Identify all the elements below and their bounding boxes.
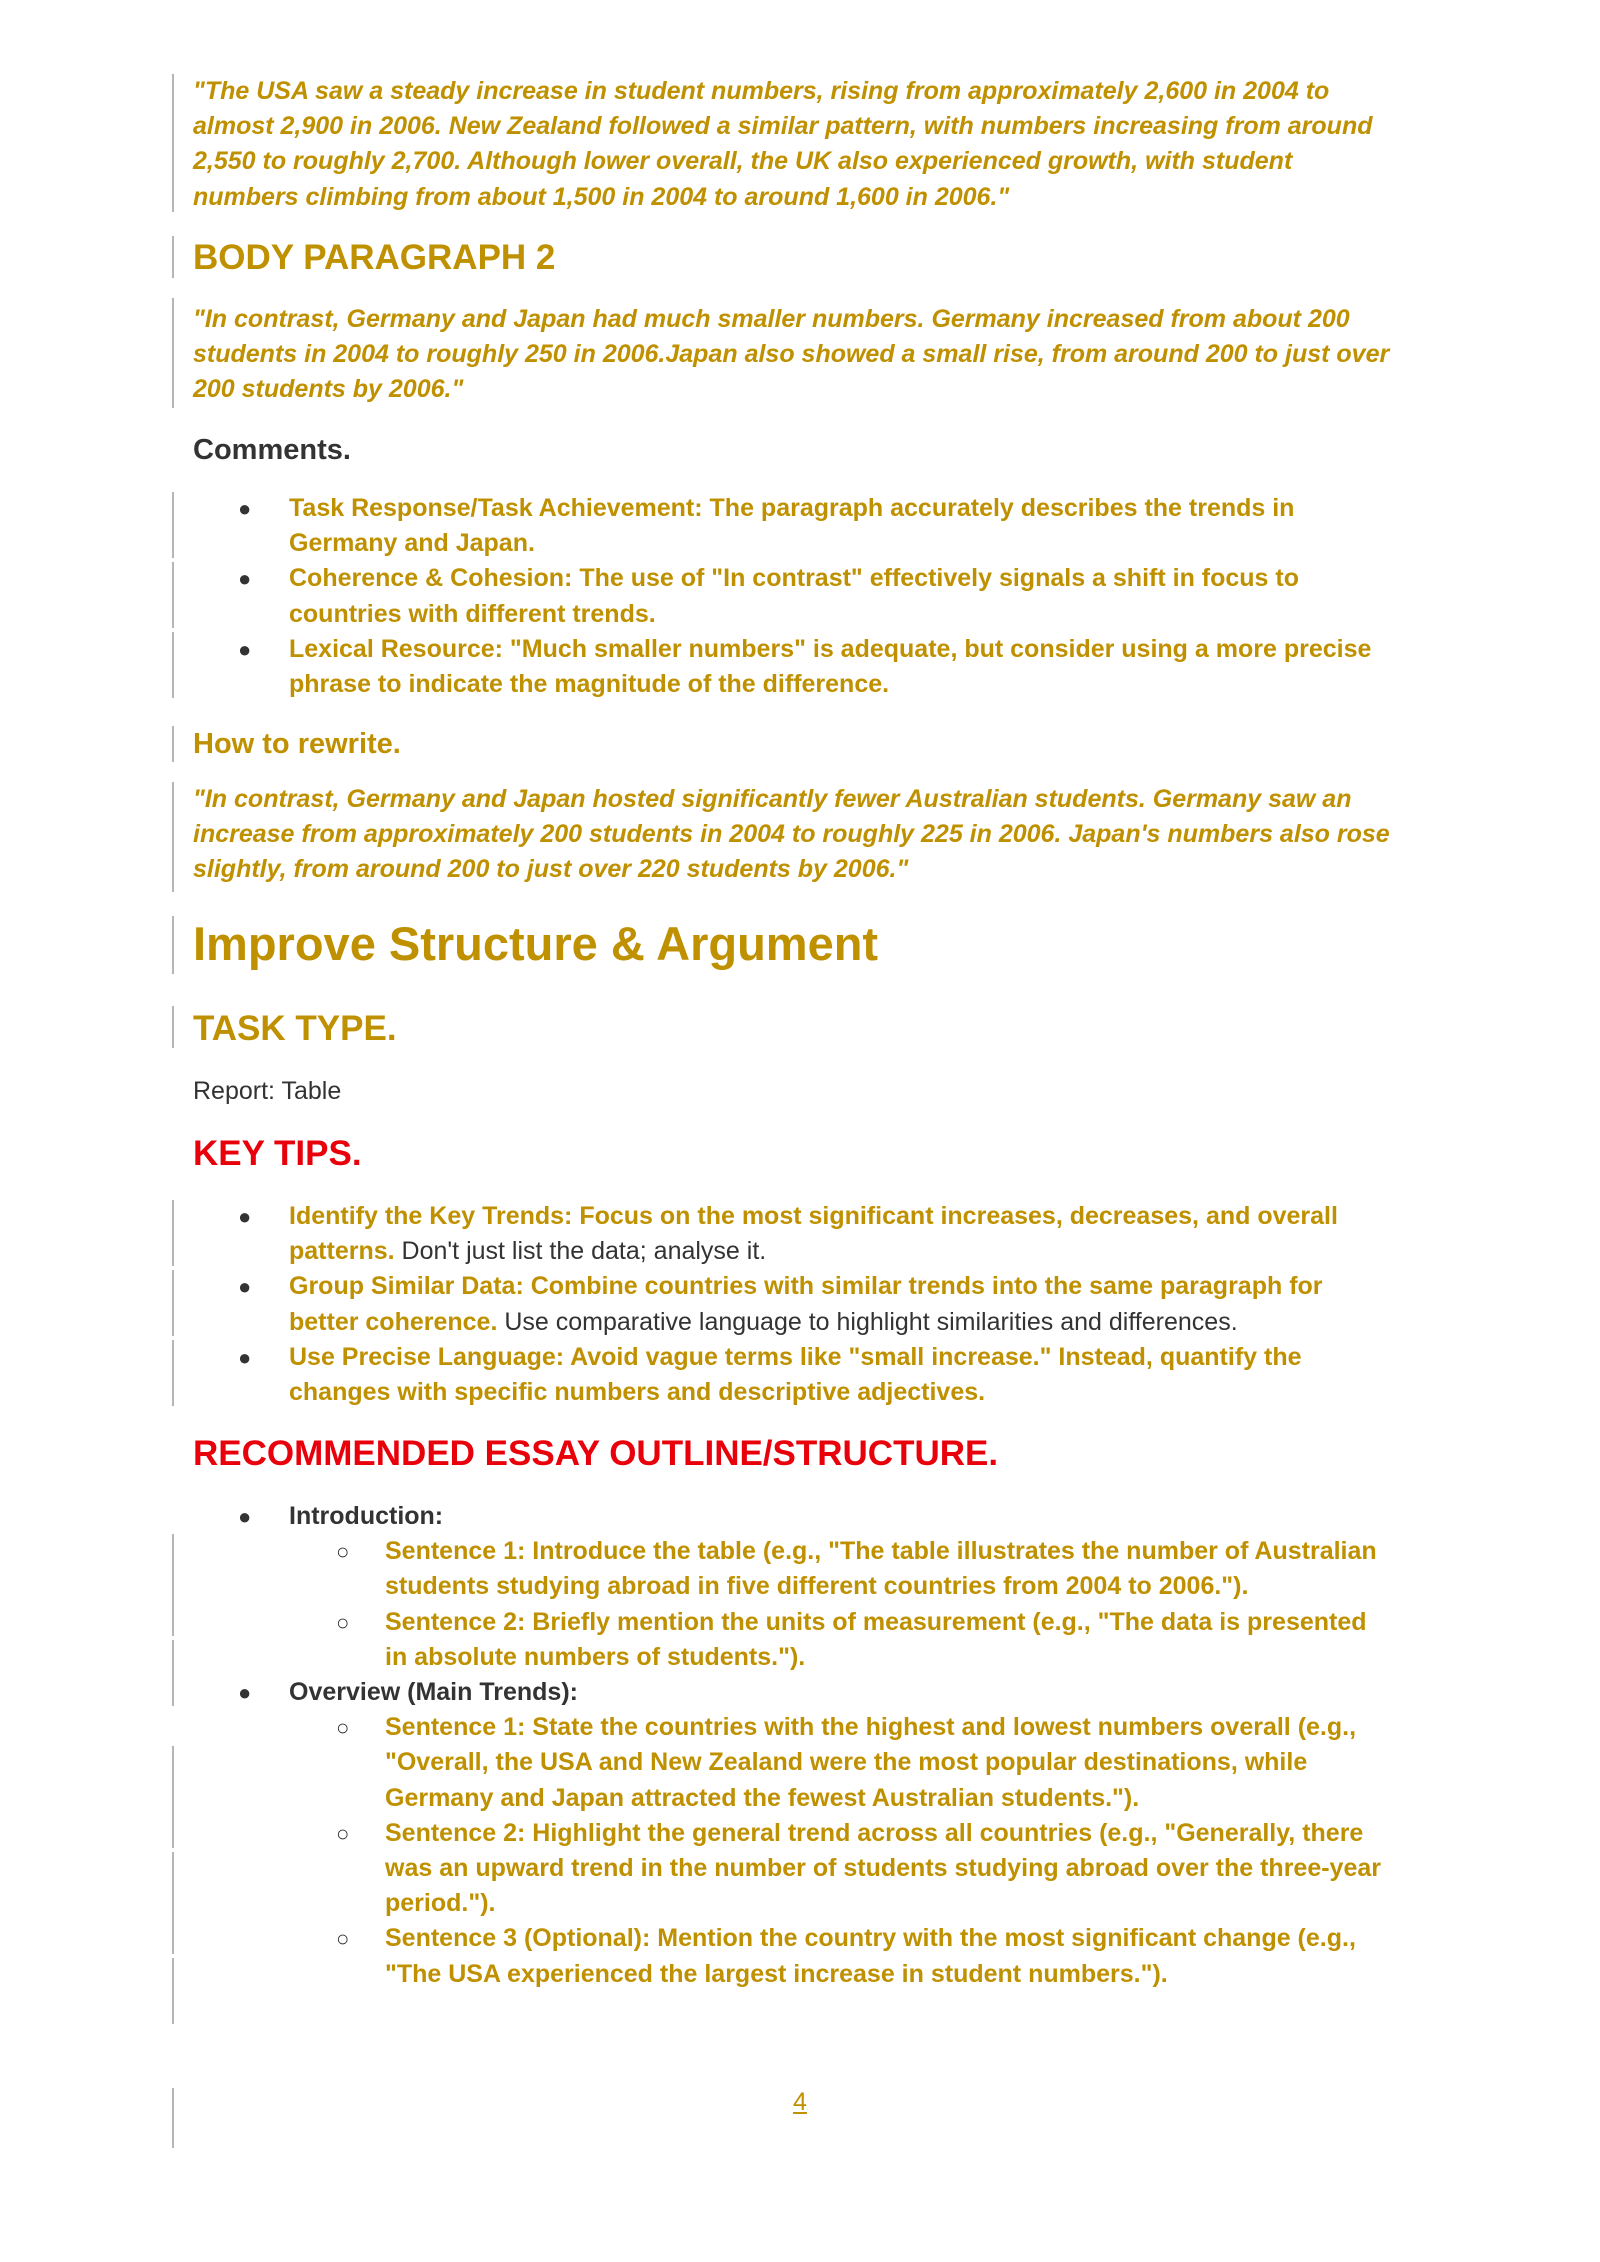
bullet-icon: ● [238, 566, 252, 592]
margin-bar [172, 916, 174, 974]
tip-bold-text: Identify the Key Trends: Focus on the most significant increases, decreases, and overall patterns. [289, 1202, 1338, 1266]
margin-bar [172, 562, 174, 628]
outline-sentence: Sentence 2: Highlight the general trend across all countries (e.g., "Generally, there was an upward trend in the number of students studying abroad over the three-year period."). [385, 1818, 1381, 1918]
list-item [193, 1534, 1393, 1604]
intro-sublist [193, 1534, 1393, 1675]
list-item [193, 1816, 1393, 1922]
margin-bar [172, 492, 174, 558]
list-item [193, 1199, 1393, 1269]
list-item-overview [193, 1675, 1393, 1710]
bullet-icon: ● [238, 1344, 252, 1370]
comment-text: Coherence & Cohesion: The use of "In contrast" effectively signals a shift in focus to countries with different trends. [289, 564, 1299, 628]
comment-text: Task Response/Task Achievement: The paragraph accurately describes the trends in Germany and Japan. [289, 494, 1295, 558]
outline-heading-block [193, 1433, 1393, 1475]
improve-heading: Improve Structure & Argument [193, 917, 879, 970]
margin-bar [172, 1534, 174, 1636]
circle-bullet-icon: ○ [336, 1539, 350, 1565]
body1-quote: "The USA saw a steady increase in student numbers, rising from approximately 2,600 in 2004 to almost 2,900 in 2006. New Zealand followed a similar pattern, with numbers increasing from around 2,550 to roughly 2,700. Although lower overall, the UK also experienced growth, with student numbers climbing from about 1,500 in 2004 to around 1,600 in 2006." [193, 77, 1373, 211]
rewrite-quote-block [193, 782, 1393, 888]
circle-bullet-icon: ○ [336, 1715, 350, 1741]
margin-bar [172, 1958, 174, 2024]
outline-sentence: Sentence 3 (Optional): Mention the country with the most significant change (e.g., "The USA experienced the largest increase in student numbers."). [385, 1924, 1356, 1988]
margin-bar [172, 1200, 174, 1266]
key-tips-list-block [193, 1199, 1393, 1410]
task-type-heading-block [193, 1008, 1393, 1050]
outline-heading: RECOMMENDED ESSAY OUTLINE/STRUCTURE. [193, 1434, 999, 1473]
list-item [193, 491, 1393, 561]
margin-bar [172, 74, 174, 212]
margin-bar [172, 726, 174, 762]
comments-heading: Comments. [193, 434, 351, 466]
page-number[interactable]: 4 [793, 2088, 807, 2116]
bullet-icon: ● [238, 496, 252, 521]
body2-heading-block [193, 237, 1393, 279]
margin-bar [172, 632, 174, 698]
tip-bold-text: Use Precise Language: Avoid vague terms like "small increase." Instead, quantify the changes with specific numbers and descriptive adjectives. [289, 1342, 1302, 1407]
bullet-icon: ● [238, 1504, 252, 1529]
margin-bar [172, 1852, 174, 1954]
task-type-value: Report: Table [193, 1077, 342, 1105]
task-type-value-block [193, 1074, 1393, 1109]
margin-bar [172, 298, 174, 408]
body1-quote-block [193, 74, 1393, 215]
key-tips-list [193, 1199, 1393, 1410]
circle-bullet-icon: ○ [336, 1609, 350, 1635]
list-item [193, 1710, 1393, 1816]
outline-sentence: Sentence 2: Briefly mention the units of measurement (e.g., "The data is presented in absolute numbers of students."). [385, 1607, 1367, 1671]
list-item [193, 1605, 1393, 1675]
circle-bullet-icon: ○ [336, 1820, 350, 1846]
rewrite-quote: "In contrast, Germany and Japan hosted significantly fewer Australian students. Germany saw an increase from approximately 200 students in 2004 to roughly 225 in 2006. Japan's numbers also rose slightly, from around 200 to just over 220 students by 2006." [193, 785, 1390, 884]
body2-quote: "In contrast, Germany and Japan had much smaller numbers. Germany increased from about 200 students in 2004 to roughly 250 in 2006.Japan also showed a small rise, from around 200 to just over 200 students by 2006." [193, 305, 1390, 404]
rewrite-heading: How to rewrite. [193, 728, 401, 760]
body2-quote-block [193, 302, 1393, 408]
comment-text: Lexical Resource: "Much smaller numbers" is adequate, but consider using a more precise phrase to indicate the magnitude of the difference. [289, 634, 1372, 699]
outline-list [193, 1499, 1393, 1534]
outline-list [193, 1675, 1393, 1710]
margin-bar [172, 782, 174, 892]
tip-bold-text: Group Similar Data: Combine countries with similar trends into the same paragraph for better coherence. [289, 1272, 1323, 1336]
bullet-icon: ● [238, 1204, 252, 1229]
list-item [193, 1340, 1393, 1410]
body2-heading: BODY PARAGRAPH 2 [193, 238, 556, 277]
comments-list-block [193, 491, 1393, 702]
margin-bar [172, 1340, 174, 1406]
key-tips-heading-block [193, 1133, 1393, 1175]
tip-normal-text: Use comparative language to highlight similarities and differences. [497, 1307, 1238, 1336]
bullet-icon: ● [238, 1274, 252, 1300]
task-type-heading: TASK TYPE. [193, 1009, 397, 1048]
margin-bar [172, 1640, 174, 1706]
outline-label: Overview (Main Trends): [289, 1678, 578, 1707]
comments-list [193, 491, 1393, 702]
margin-bar [172, 1006, 174, 1048]
outline-label: Introduction: [289, 1502, 444, 1530]
margin-bar [172, 1270, 174, 1336]
margin-bar [172, 1746, 174, 1848]
list-item [193, 561, 1393, 631]
overview-sublist [193, 1710, 1393, 1992]
list-item [193, 632, 1393, 702]
list-item [193, 1921, 1393, 1991]
outline-sentence: Sentence 1: Introduce the table (e.g., "The table illustrates the number of Australian students studying abroad in five different countries from 2004 to 2006."). [385, 1537, 1377, 1601]
tip-normal-text: Don't just list the data; analyse it. [394, 1237, 767, 1266]
list-item-introduction [193, 1499, 1393, 1534]
improve-heading-block [193, 916, 1393, 972]
comments-heading-block [193, 432, 1393, 468]
outline-sentence: Sentence 1: State the countries with the highest and lowest numbers overall (e.g., "Overall, the USA and New Zealand were the most popular destinations, while Germany and Japan attracted the fewest Australian students."). [385, 1713, 1357, 1812]
margin-bar [172, 236, 174, 278]
outline-list-block [193, 1499, 1393, 1992]
key-tips-heading: KEY TIPS. [193, 1134, 362, 1173]
bullet-icon: ● [238, 1680, 252, 1706]
rewrite-heading-block [193, 726, 1393, 762]
bullet-icon: ● [238, 636, 252, 662]
circle-bullet-icon: ○ [336, 1926, 350, 1952]
list-item [193, 1269, 1393, 1339]
